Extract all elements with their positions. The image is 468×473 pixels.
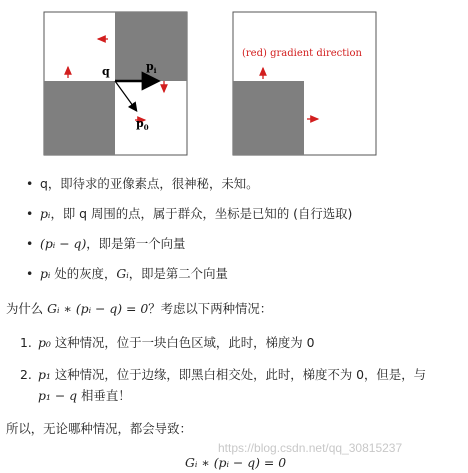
- gradient-direction-caption: (red) gradient direction: [242, 48, 362, 59]
- case-1: [20, 334, 314, 352]
- case-2: [20, 366, 426, 384]
- bullet-dot: •: [26, 206, 34, 221]
- bullet-text-2: ，即是第二个向量: [128, 266, 228, 281]
- bullet-pi: [26, 205, 352, 223]
- bullet-dot: •: [26, 236, 34, 251]
- case-text: 这种情况，位于边缘，即黑白相交处，此时，梯度不为 0，但是，与: [50, 367, 426, 382]
- figure: [0, 0, 468, 160]
- bullet-math: (pᵢ − q): [40, 236, 87, 251]
- dark-region-bottom-left: [44, 81, 115, 155]
- final-formula: Gᵢ ∗ (pᵢ − q) = 0: [185, 455, 287, 470]
- case-number: 2.: [20, 367, 32, 382]
- bullet-text: ，即是第一个向量: [86, 236, 186, 251]
- question-suffix: ？考虑以下两种情况：: [148, 301, 273, 316]
- case-2-continuation: [38, 387, 131, 405]
- watermark: https://blog.csdn.net/qq_30815237: [218, 441, 403, 455]
- bullet-vector2: [26, 265, 228, 283]
- question-line: [6, 300, 272, 318]
- label-p0: $p_0$: [136, 117, 149, 132]
- bullet-vector1: [26, 235, 185, 253]
- left-panel: [44, 12, 187, 155]
- bullet-text: q，即待求的亚像素点，很神秘，未知。: [40, 176, 259, 191]
- bullet-math: pᵢ: [40, 266, 51, 281]
- bullet-text: 处的灰度，: [50, 266, 117, 281]
- question-prefix: 为什么: [6, 301, 48, 316]
- case-number: 1.: [20, 335, 32, 350]
- bullet-text: ，即 q 周围的点，属于群众，坐标是已知的 (自行选取): [50, 206, 353, 221]
- label-q: q: [102, 65, 110, 78]
- question-math: Gᵢ ∗ (pᵢ − q) = 0: [47, 301, 149, 316]
- bullet-q: [26, 175, 259, 193]
- bullet-dot: •: [26, 266, 34, 281]
- case-text: 这种情况，位于一块白色区域，此时，梯度为 0: [50, 335, 315, 350]
- bullet-dot: •: [26, 176, 34, 191]
- case-math: p₀: [38, 335, 51, 350]
- figure-svg: [0, 0, 468, 160]
- case-math: p₁: [38, 367, 51, 382]
- right-panel: [233, 12, 376, 155]
- bullet-math-gi: Gᵢ: [116, 266, 129, 281]
- case-continuation-text: 相垂直！: [77, 388, 131, 403]
- conclusion-line: 所以，无论哪种情况，都会导致：: [6, 421, 192, 436]
- case-continuation-math: p₁ − q: [38, 388, 78, 403]
- dark-region-bottom-left-right-panel: [233, 81, 304, 155]
- label-pi: $p_i$: [146, 60, 157, 75]
- bullet-math: pᵢ: [40, 206, 51, 221]
